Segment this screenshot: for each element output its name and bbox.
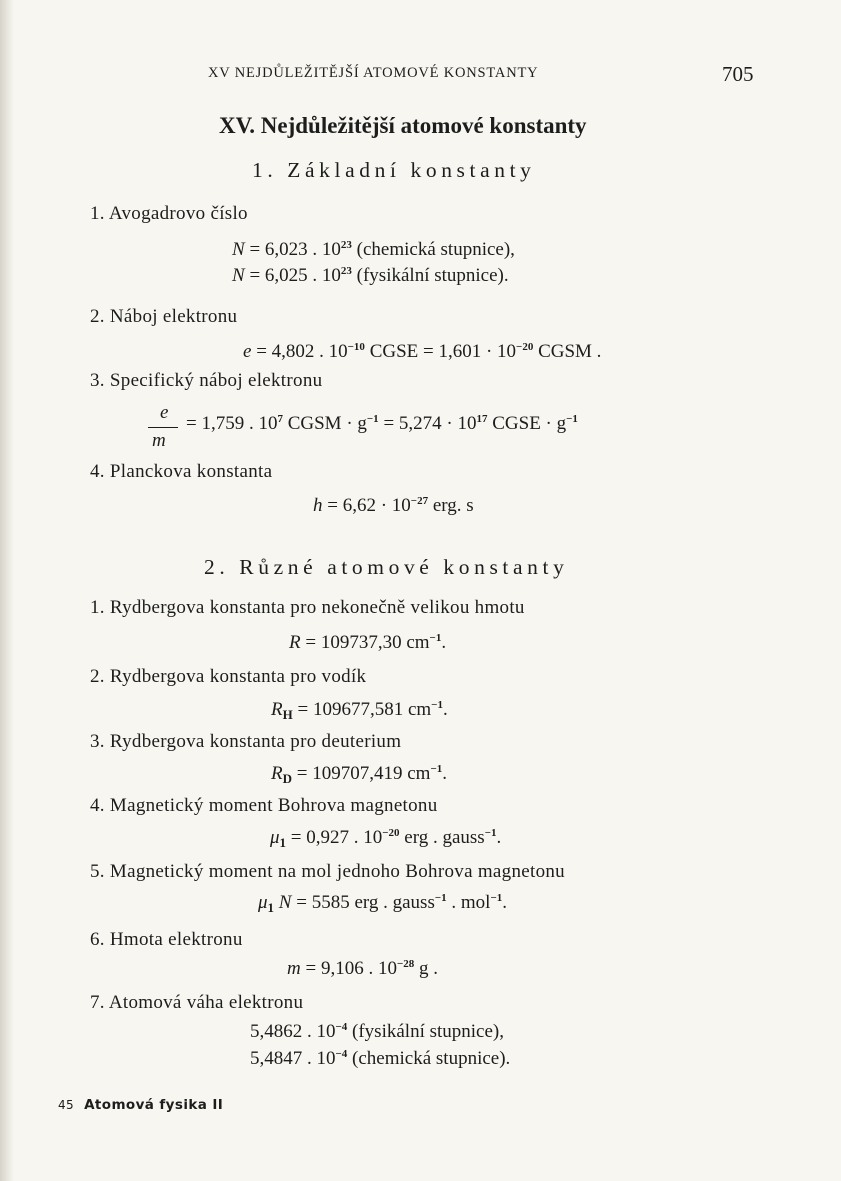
formula-avogadro-chemical: N = 6,023 . $10^{23}$ (chemická stupnice), — [232, 239, 515, 260]
item-planck-label: 4. Planckova konstanta — [90, 461, 273, 482]
chapter-title: XV. Nejdůležitější atomové konstanty — [219, 113, 587, 138]
fraction-e-over-m: e m — [148, 402, 184, 452]
item-specific-charge-label: 3. Specifický náboj elektronu — [90, 370, 323, 391]
item-mol-magneton-label: 5. Magnetický moment na mol jednoho Bohrova magnetonu — [90, 861, 565, 882]
page-edge-shadow — [0, 0, 14, 1181]
footer-book-title: Atomová fysika II — [84, 1097, 224, 1113]
signature-number: 45 — [58, 1098, 75, 1112]
formula-avogadro-physical: N = 6,025 . $10^{23}$ (fysikální stupnice). — [232, 265, 509, 286]
formula-bohr-magneton: $\mu_1 = 0,927$ . $10^{-20}$ erg . gauss$^{-1}$. — [270, 827, 502, 850]
item-bohr-magneton-label: 4. Magnetický moment Bohrova magnetonu — [90, 795, 438, 816]
formula-rydberg-infinite: R = 109737,30 $cm^{-1}$. — [289, 632, 447, 653]
formula-electron-mass: m = 9,106 . $10^{-28}$ g . — [287, 958, 438, 979]
running-header: XV NEJDŮLEŽITĚJŠÍ ATOMOVÉ KONSTANTY — [208, 65, 539, 81]
item-rydberg-hydrogen-label: 2. Rydbergova konstanta pro vodík — [90, 666, 367, 687]
formula-rydberg-hydrogen: $R_H = 109677,581$ $cm^{-1}$. — [271, 699, 448, 722]
footer-signature — [58, 1099, 223, 1113]
page-number: 705 — [722, 62, 754, 86]
item-atomic-weight-label: 7. Atomová váha elektronu — [90, 992, 304, 1013]
item-avogadro-label: 1. Avogadrovo číslo — [90, 203, 248, 224]
formula-atomic-weight-chemical: 5,4847 . $10^{-4}$ (chemická stupnice). — [250, 1048, 511, 1069]
formula-rydberg-deuterium: $R_D = 109707,419$ $cm^{-1}$. — [271, 763, 447, 786]
item-charge-label: 2. Náboj elektronu — [90, 306, 238, 327]
item-rydberg-deuterium-label: 3. Rydbergova konstanta pro deuterium — [90, 731, 402, 752]
formula-mol-magneton: $\mu_1$ N = 5585 erg . gauss$^{-1}$ . mol$^{-1}$. — [258, 892, 507, 915]
item-electron-mass-label: 6. Hmota elektronu — [90, 929, 243, 950]
formula-electron-charge: e = 4,802 . $10^{-10}$ CGSE = $1,601 \cdot 10^{-20}$ CGSM . — [243, 341, 602, 362]
formula-atomic-weight-physical: 5,4862 . $10^{-4}$ (fysikální stupnice), — [250, 1021, 504, 1042]
item-rydberg-infinite-label: 1. Rydbergova konstanta pro nekonečně velikou hmotu — [90, 597, 525, 618]
section-heading-basic: 1. Základní konstanty — [252, 158, 536, 182]
section-heading-various: 2. Různé atomové konstanty — [204, 555, 569, 579]
formula-specific-charge: = 1,759 . $10^7$ CGSM · $g^{-1} = 5,274 \cdot 10^{17}$ CGSE · $g^{-1}$ — [186, 413, 578, 434]
formula-planck: $h = 6,62 \cdot 10^{-27}$ erg. s — [313, 495, 474, 516]
